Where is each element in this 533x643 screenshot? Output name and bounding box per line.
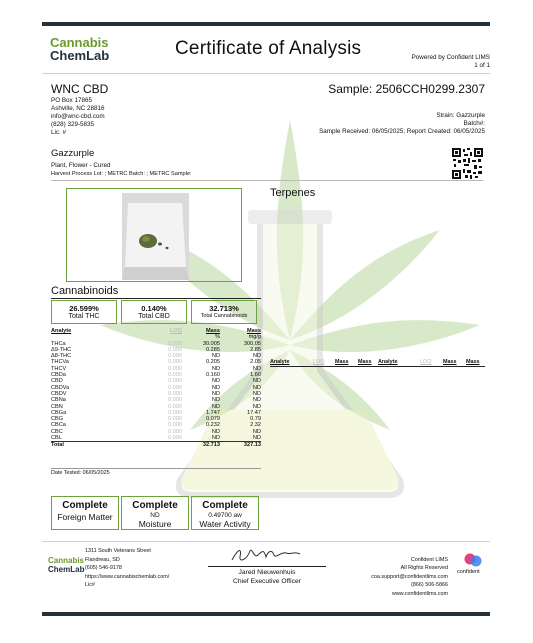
cannabinoids-rule — [51, 298, 261, 299]
footer-divider — [42, 541, 490, 542]
test-moisture: Complete ND Moisture — [121, 496, 189, 530]
confident-brand: confident — [457, 569, 480, 575]
product-divider — [51, 180, 483, 181]
product-lots: Harvest Process Lot: ; METRC Batch: ; METRC Sample: — [51, 171, 192, 177]
client-address: PO Box 17865 Ashville, NC 28816 info@wnc-cbd.com (828) 329-5835 Lic. # — [51, 97, 105, 136]
sample-image-frame — [66, 188, 242, 282]
terpene-header-mass-1: Mass — [335, 359, 349, 365]
summary-total-cbd: 0.140% Total CBD — [121, 300, 187, 324]
product-name: Gazzurple — [51, 148, 95, 159]
terpene-header-mass-4: Mass — [466, 359, 480, 365]
footer-logo: Cannabis ChemLab — [48, 556, 85, 574]
terpene-header-analyte-1: Analyte — [270, 359, 290, 365]
sample-id: Sample: 2506CCH0299.2307 — [328, 82, 485, 96]
client-name: WNC CBD — [51, 82, 109, 96]
bottom-divider — [42, 612, 490, 616]
terpenes-heading: Terpenes — [270, 187, 316, 199]
table-row: CBNa 0.000 ND ND — [51, 397, 261, 404]
terpene-header-analyte-2: Analyte — [378, 359, 398, 365]
signer: Jared Nieuwenhuis Chief Executive Officer — [233, 569, 301, 585]
table-row: Δ8-THC 0.000 ND ND — [51, 353, 261, 360]
confident-logo-icon — [463, 552, 483, 568]
product-type: Plant, Flower - Cured — [51, 162, 111, 169]
terpene-header-mass-3: Mass — [443, 359, 457, 365]
test-water-activity: Complete 0.49700 aw Water Activity — [191, 496, 259, 530]
cannabinoids-heading: Cannabinoids — [51, 285, 119, 297]
sample-photo — [122, 193, 189, 280]
header-divider — [42, 73, 490, 74]
table-row: CBL 0.000 ND ND — [51, 435, 261, 442]
logo-chemlab: ChemLab — [50, 48, 110, 63]
signature-line — [208, 566, 326, 567]
table-row: CBCa 0.000 0.232 2.32 — [51, 422, 261, 429]
table-row: CBDV 0.000 ND ND — [51, 390, 261, 397]
summary-total-cannabinoids: 32.713% Total Cannabinoids — [191, 300, 257, 324]
sample-details: Strain: Gazzurple Batch#: Sample Received: 06/05/2025; Report Created: 06/05/2025 — [319, 112, 485, 135]
date-tested: Date Tested: 06/05/2025 — [51, 470, 110, 476]
logo-cannabis: Cannabis — [50, 35, 109, 50]
table-row: THCa 0.000 30.005 300.05 — [51, 340, 261, 347]
table-row: CBC 0.000 ND ND — [51, 428, 261, 435]
table-row: CBDVa 0.000 ND ND — [51, 384, 261, 391]
qr-code-icon — [452, 148, 483, 179]
test-foreign-matter: Complete Foreign Matter — [51, 496, 119, 530]
summary-total-thc: 26.599% Total THC — [51, 300, 117, 324]
terpene-header-rule — [270, 366, 485, 367]
page-title: Certificate of Analysis — [175, 38, 362, 59]
signature-icon — [228, 545, 304, 565]
confident-contact: Confident LIMS All Rights Reserved coa.support@confidentlims.com (866) 506-5866 www.confidentlims.com — [371, 557, 448, 597]
table-row: CBDa 0.000 0.160 1.60 — [51, 372, 261, 379]
table-total-row: Total 32.713 327.13 — [51, 442, 261, 449]
date-rule — [51, 468, 261, 469]
lab-address: 1311 South Veterans Street Flandreau, SD (605) 546-9178 https://www.cannabischemlab.com/ Lic# — [85, 548, 170, 589]
cannabinoid-table-header: Analyte LOQ Mass Mass — [51, 328, 261, 334]
table-row: CBG 0.000 0.079 0.79 — [51, 416, 261, 423]
table-row: THCV 0.000 ND ND — [51, 365, 261, 372]
cannabinoid-table — [51, 328, 261, 449]
table-row: THCVa 0.000 0.205 2.05 — [51, 359, 261, 366]
terpene-header-loq-1: LOQ — [313, 359, 325, 365]
powered-by: Powered by Confident LIMS 1 of 1 — [411, 54, 490, 69]
table-row: CBGa 0.000 1.747 17.47 — [51, 409, 261, 416]
terpene-header-loq-2: LOQ — [420, 359, 432, 365]
table-row: CBN 0.000 ND ND — [51, 403, 261, 410]
table-row: CBD 0.000 ND ND — [51, 378, 261, 385]
top-divider — [42, 22, 490, 26]
table-row: Δ9-THC 0.000 0.285 2.85 — [51, 346, 261, 353]
terpene-header-mass-2: Mass — [358, 359, 372, 365]
cannabinoid-table-units: % mg/g — [215, 334, 261, 341]
